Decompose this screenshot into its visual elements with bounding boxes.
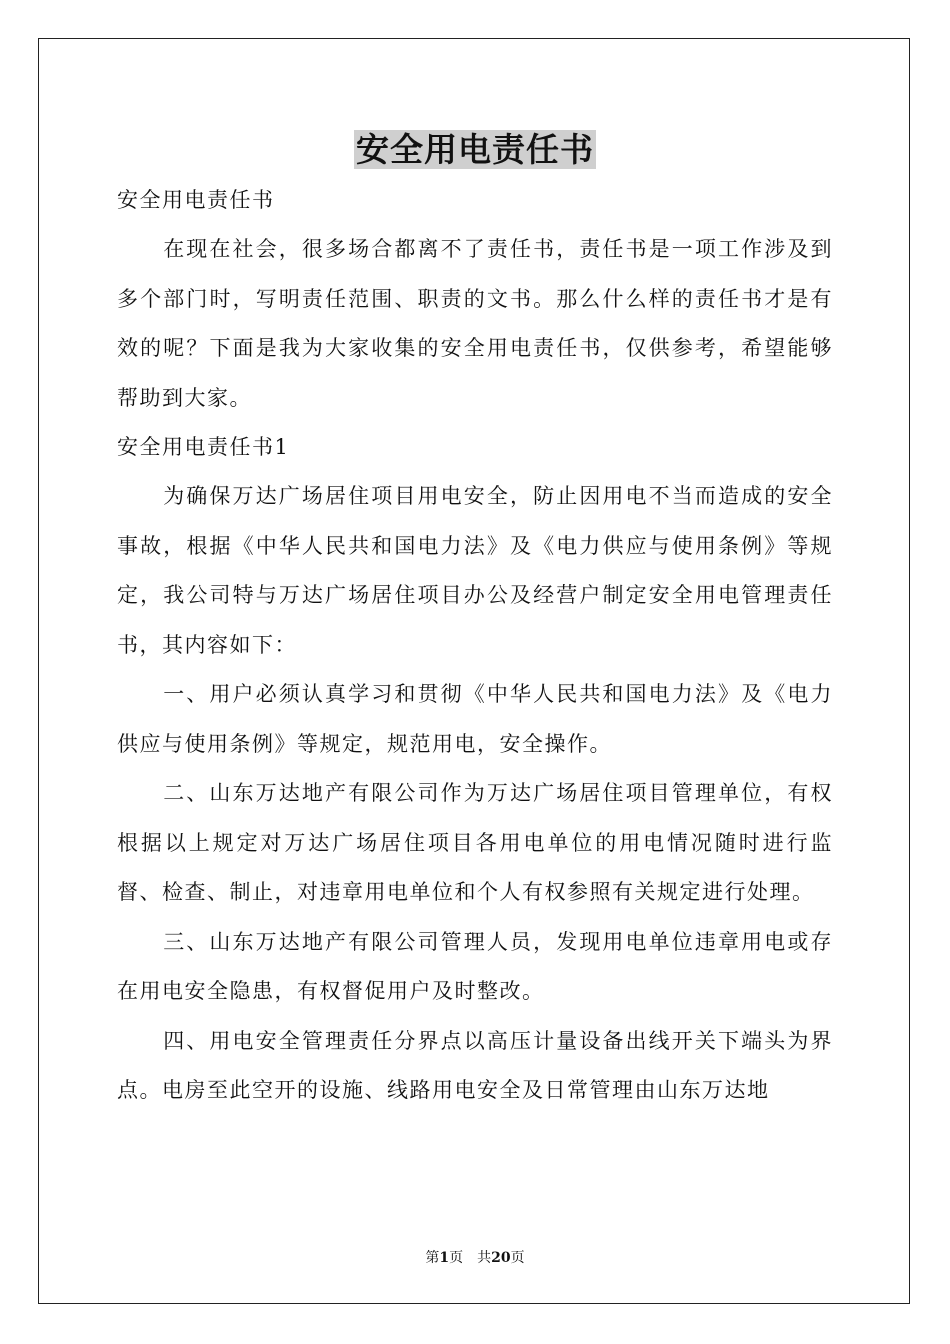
footer-page-prefix: 第 <box>425 1250 440 1266</box>
paragraph-clause-1: 一、用户必须认真学习和贯彻《中华人民共和国电力法》及《电力供应与使用条例》等规定，规范用电，安全操作。 <box>117 682 833 756</box>
paragraph-heading: 安全用电责任书 <box>117 188 275 212</box>
document-title-text: 安全用电责任书 <box>356 130 594 169</box>
footer-page-number: 1 <box>439 1250 450 1266</box>
footer-total-suffix: 页 <box>510 1250 525 1266</box>
footer-page-suffix: 页 <box>449 1250 464 1266</box>
paragraph-section-heading: 安全用电责任书1 <box>117 435 290 459</box>
paragraph-purpose: 为确保万达广场居住项目用电安全，防止因用电不当而造成的安全事故，根据《中华人民共和国电力法》及《电力供应与使用条例》等规定，我公司特与万达广场居住项目办公及经营户制定安全用电管理责任书，其内容如下： <box>117 484 833 657</box>
paragraph-clause-2: 二、山东万达地产有限公司作为万达广场居住项目管理单位，有权根据以上规定对万达广场居住项目各用电单位的用电情况随时进行监督、检查、制止，对违章用电单位和个人有权参照有关规定进行处理。 <box>117 781 833 904</box>
document-body <box>117 176 833 1116</box>
page-footer <box>0 1247 950 1267</box>
paragraph-clause-4: 四、用电安全管理责任分界点以高压计量设备出线开关下端头为界点。电房至此空开的设施、线路用电安全及日常管理由山东万达地 <box>117 1028 833 1102</box>
footer-total-pages: 20 <box>491 1250 511 1266</box>
paragraph-clause-3: 三、山东万达地产有限公司管理人员，发现用电单位违章用电或存在用电安全隐患，有权督促用户及时整改。 <box>117 929 833 1003</box>
footer-total-prefix: 共 <box>477 1250 492 1266</box>
paragraph-intro: 在现在社会，很多场合都离不了责任书，责任书是一项工作涉及到多个部门时，写明责任范围、职责的文书。那么什么样的责任书才是有效的呢？下面是我为大家收集的安全用电责任书，仅供参考，希望能够帮助到大家。 <box>117 237 833 410</box>
document-title <box>0 128 950 172</box>
